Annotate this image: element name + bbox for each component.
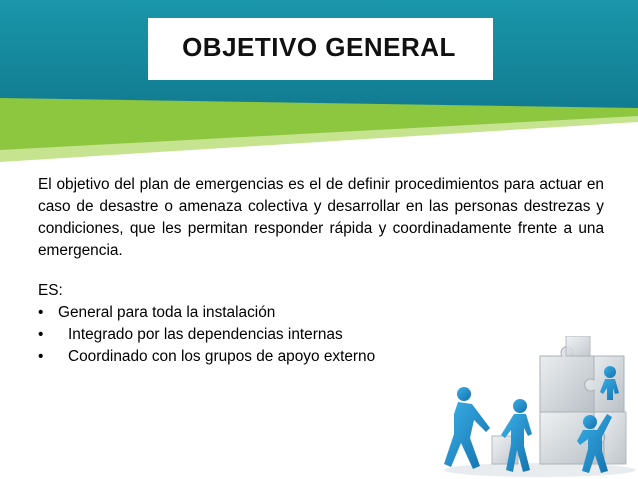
list-item-text: General para toda la instalación bbox=[58, 304, 276, 321]
bullet-icon: • bbox=[38, 348, 44, 365]
list-item-text: Integrado por las dependencias internas bbox=[68, 326, 343, 343]
list-item bbox=[38, 324, 375, 346]
people-assembling-puzzle-icon bbox=[430, 336, 638, 479]
intro-paragraph: El objetivo del plan de emergencias es el de definir procedimientos para actuar en caso de desastre o amenaza colectiva y desarrollar en las personas destrezas y condiciones, que les permitan responder rápida y coordinadamente frente a una emergencia. bbox=[38, 176, 604, 259]
bullet-icon: • bbox=[38, 326, 44, 343]
list-item bbox=[38, 346, 375, 368]
es-label: ES: bbox=[38, 282, 63, 299]
list-item bbox=[38, 302, 375, 324]
slide-title: OBJETIVO GENERAL bbox=[182, 32, 456, 62]
bullet-icon: • bbox=[38, 304, 44, 321]
list-item-text: Coordinado con los grupos de apoyo externo bbox=[68, 348, 376, 365]
header-band bbox=[0, 0, 638, 175]
es-bullet-list bbox=[38, 302, 375, 368]
